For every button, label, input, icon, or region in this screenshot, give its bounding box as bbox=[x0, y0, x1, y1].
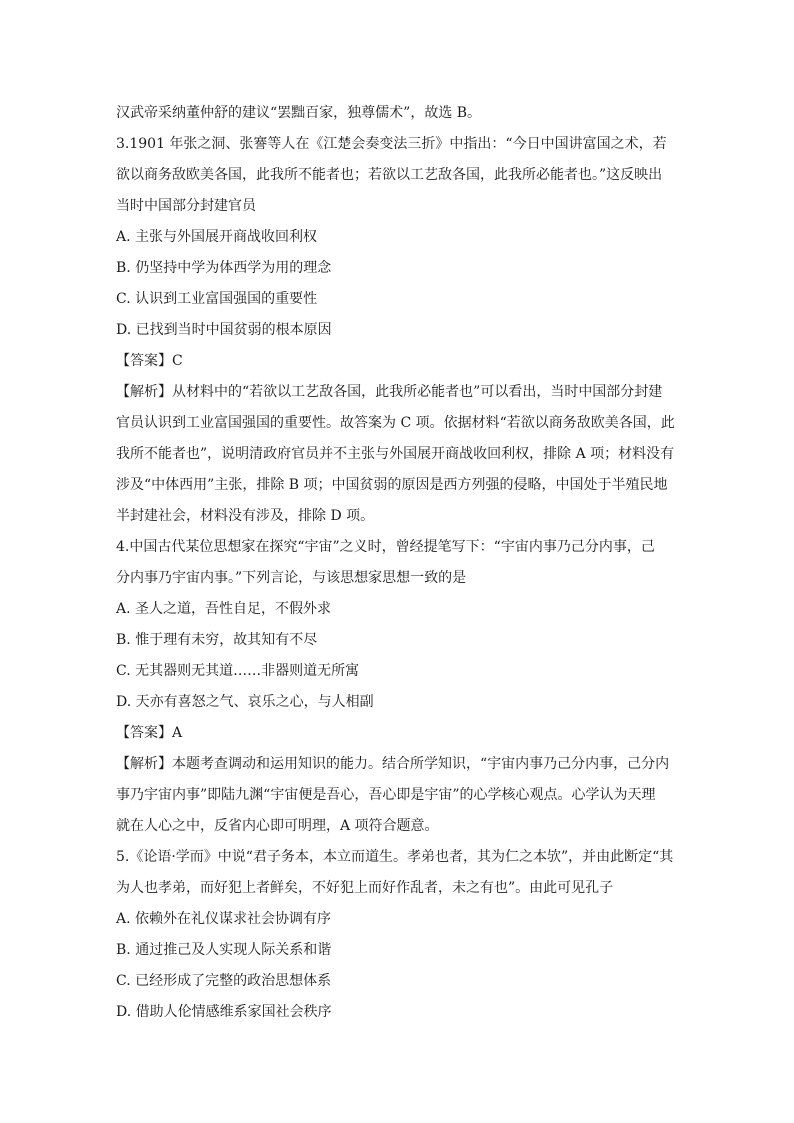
question-5-option-d: D. 借助人伦情感维系家国社会秩序 bbox=[116, 1004, 332, 1020]
page-content bbox=[116, 98, 682, 1028]
question-3-option-c: C. 认识到工业富国强国的重要性 bbox=[116, 291, 318, 307]
question-3-option-d: D. 已找到当时中国贫弱的根本原因 bbox=[116, 322, 332, 338]
question-4-option-a: A. 圣人之道，吾性自足，不假外求 bbox=[116, 601, 332, 617]
question-5-stem-line-1: 5.《论语·学而》中说“君子务本，本立而道生。孝弟也者，其为仁之本欤”，并由此断定“其 bbox=[116, 849, 674, 865]
question-4-stem-line-2: 分内事乃宇宙内事。”下列言论，与该思想家思想一致的是 bbox=[116, 570, 467, 586]
question-5-option-c: C. 已经形成了完整的政治思想体系 bbox=[116, 973, 332, 989]
question-3-option-b: B. 仍坚持中学为体西学为用的理念 bbox=[116, 260, 332, 276]
question-5-option-b: B. 通过推己及人实现人际关系和谐 bbox=[116, 942, 332, 958]
question-5-stem-line-2: 为人也孝弟，而好犯上者鲜矣，不好犯上而好作乱者，未之有也”。由此可见孔子 bbox=[116, 880, 614, 896]
question-4-answer: 【答案】A bbox=[116, 725, 183, 741]
question-4-analysis-line-3: 就在人心之中，反省内心即可明理，A 项符合题意。 bbox=[116, 818, 439, 834]
question-3-stem-line-3: 当时中国部分封建官员 bbox=[116, 198, 256, 214]
question-3-analysis-line-4: 涉及“中体西用”主张，排除 B 项；中国贫弱的原因是西方列强的侵略，中国处于半殖民地 bbox=[116, 477, 668, 493]
question-3 bbox=[116, 129, 682, 532]
question-3-stem-line-2: 欲以商务敌欧美各国，此我所不能者也；若欲以工艺敌各国，此我所必能者也。”这反映出 bbox=[116, 167, 663, 183]
question-5 bbox=[116, 842, 682, 1028]
question-4-option-c: C. 无其器则无其道……非器则道无所寓 bbox=[116, 663, 360, 679]
question-3-analysis-line-3: 我所不能者也”，说明清政府官员并不主张与外国展开商战收回利权，排除 A 项；材料没有 bbox=[116, 446, 675, 462]
question-4-stem-line-1: 4.中国古代某位思想家在探究“宇宙”之义时，曾经提笔写下：“宇宙内事乃己分内事，己 bbox=[116, 539, 655, 555]
question-4-analysis-line-2: 事乃宇宙内事”即陆九渊“宇宙便是吾心，吾心即是宇宙”的心学核心观点。心学认为天理 bbox=[116, 787, 656, 803]
question-4-option-d: D. 天亦有喜怒之气、哀乐之心，与人相副 bbox=[116, 694, 374, 710]
question-3-analysis-line-2: 官员认识到工业富国强国的重要性。故答案为 C 项。依据材料“若欲以商务敌欧美各国，此 bbox=[116, 415, 675, 431]
question-3-stem-line-1: 3.1901 年张之洞、张謇等人在《江楚会奏变法三折》中指出：“今日中国讲富国之术，若 bbox=[116, 136, 667, 152]
question-5-option-a: A. 依赖外在礼仪谋求社会协调有序 bbox=[116, 911, 332, 927]
question-4 bbox=[116, 532, 682, 842]
question-3-option-a: A. 主张与外国展开商战收回利权 bbox=[116, 229, 318, 245]
question-3-answer: 【答案】C bbox=[116, 353, 183, 369]
question-3-analysis-line-5: 半封建社会，材料没有涉及，排除 D 项。 bbox=[116, 508, 375, 524]
question-4-option-b: B. 惟于理有未穷，故其知有不尽 bbox=[116, 632, 318, 648]
question-4-analysis-line-1: 【解析】本题考查调动和运用知识的能力。结合所学知识，“宇宙内事乃己分内事，己分内 bbox=[116, 756, 670, 772]
previous-analysis-tail: 汉武帝采纳董仲舒的建议“罢黜百家，独尊儒术”，故选 B。 bbox=[116, 105, 482, 121]
question-3-analysis-line-1: 【解析】从材料中的“若欲以工艺敌各国，此我所必能者也”可以看出，当时中国部分封建 bbox=[116, 384, 663, 400]
